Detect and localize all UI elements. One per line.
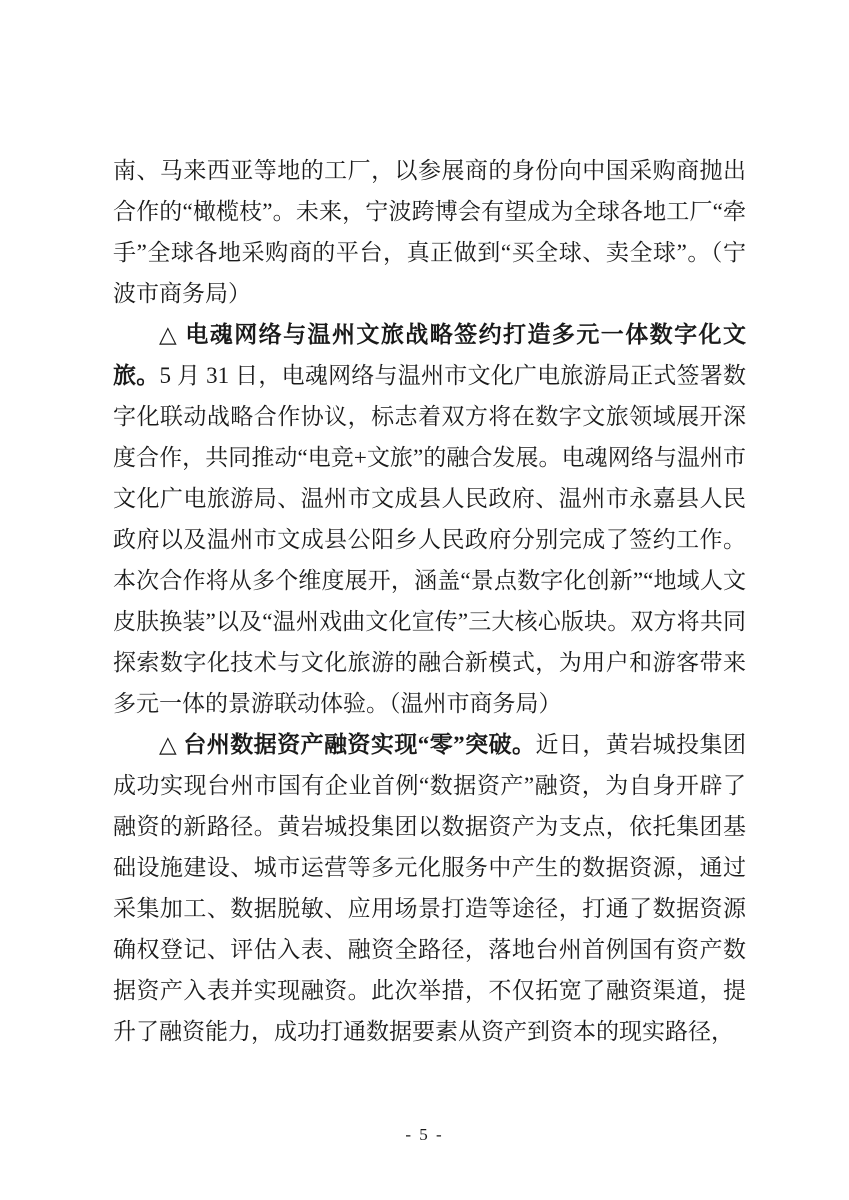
page-number: - 5 - xyxy=(405,1125,444,1144)
paragraph-text: 5 月 31 日，电魂网络与温州市文化广电旅游局正式签署数字化联动战略合作协议，标志着双方将在数字文旅领域展开深度合作，共同推动“电竞+文旅”的融合发展。电魂网络与温州市文化广电旅游局、温州市文成县人民政府、温州市永嘉县人民政府以及温州市文成县公阳乡人民政府分别完成了签约工作。本次合作将从多个维度展开，涵盖“景点数字化创新”“地域人文皮肤换装”以及“温州戏曲文化宣传”三大核心版块。双方将共同探索数字化技术与文化旅游的融合新模式，为用户和游客带来多元一体的景游联动体验。（温州市商务局） xyxy=(113,363,747,716)
paragraph xyxy=(113,314,746,724)
paragraph-heading: △ 台州数据资产融资实现“零”突破。 xyxy=(159,732,536,757)
paragraph xyxy=(113,150,746,314)
document-body xyxy=(113,150,746,1052)
paragraph-text: 近日，黄岩城投集团成功实现台州市国有企业首例“数据资产”融资，为自身开辟了融资的新路径。黄岩城投集团以数据资产为支点，依托集团基础设施建设、城市运营等多元化服务中产生的数据资源，通过采集加工、数据脱敏、应用场景打造等途径，打通了数据资源确权登记、评估入表、融资全路径，落地台州首例国有资产数据资产入表并实现融资。此次举措，不仅拓宽了融资渠道，提升了融资能力，成功打通数据要素从资产到资本的现实路径， xyxy=(113,732,746,1044)
paragraph xyxy=(113,724,746,1052)
paragraph-text: 南、马来西亚等地的工厂，以参展商的身份向中国采购商抛出合作的“橄榄枝”。未来，宁波跨博会有望成为全球各地工厂“牵手”全球各地采购商的平台，真正做到“买全球、卖全球”。（宁波市商务局） xyxy=(113,158,746,306)
paragraph-heading: △ 电魂网络与温州文旅战略签约打造多元一体数字化文旅。 xyxy=(113,322,746,388)
